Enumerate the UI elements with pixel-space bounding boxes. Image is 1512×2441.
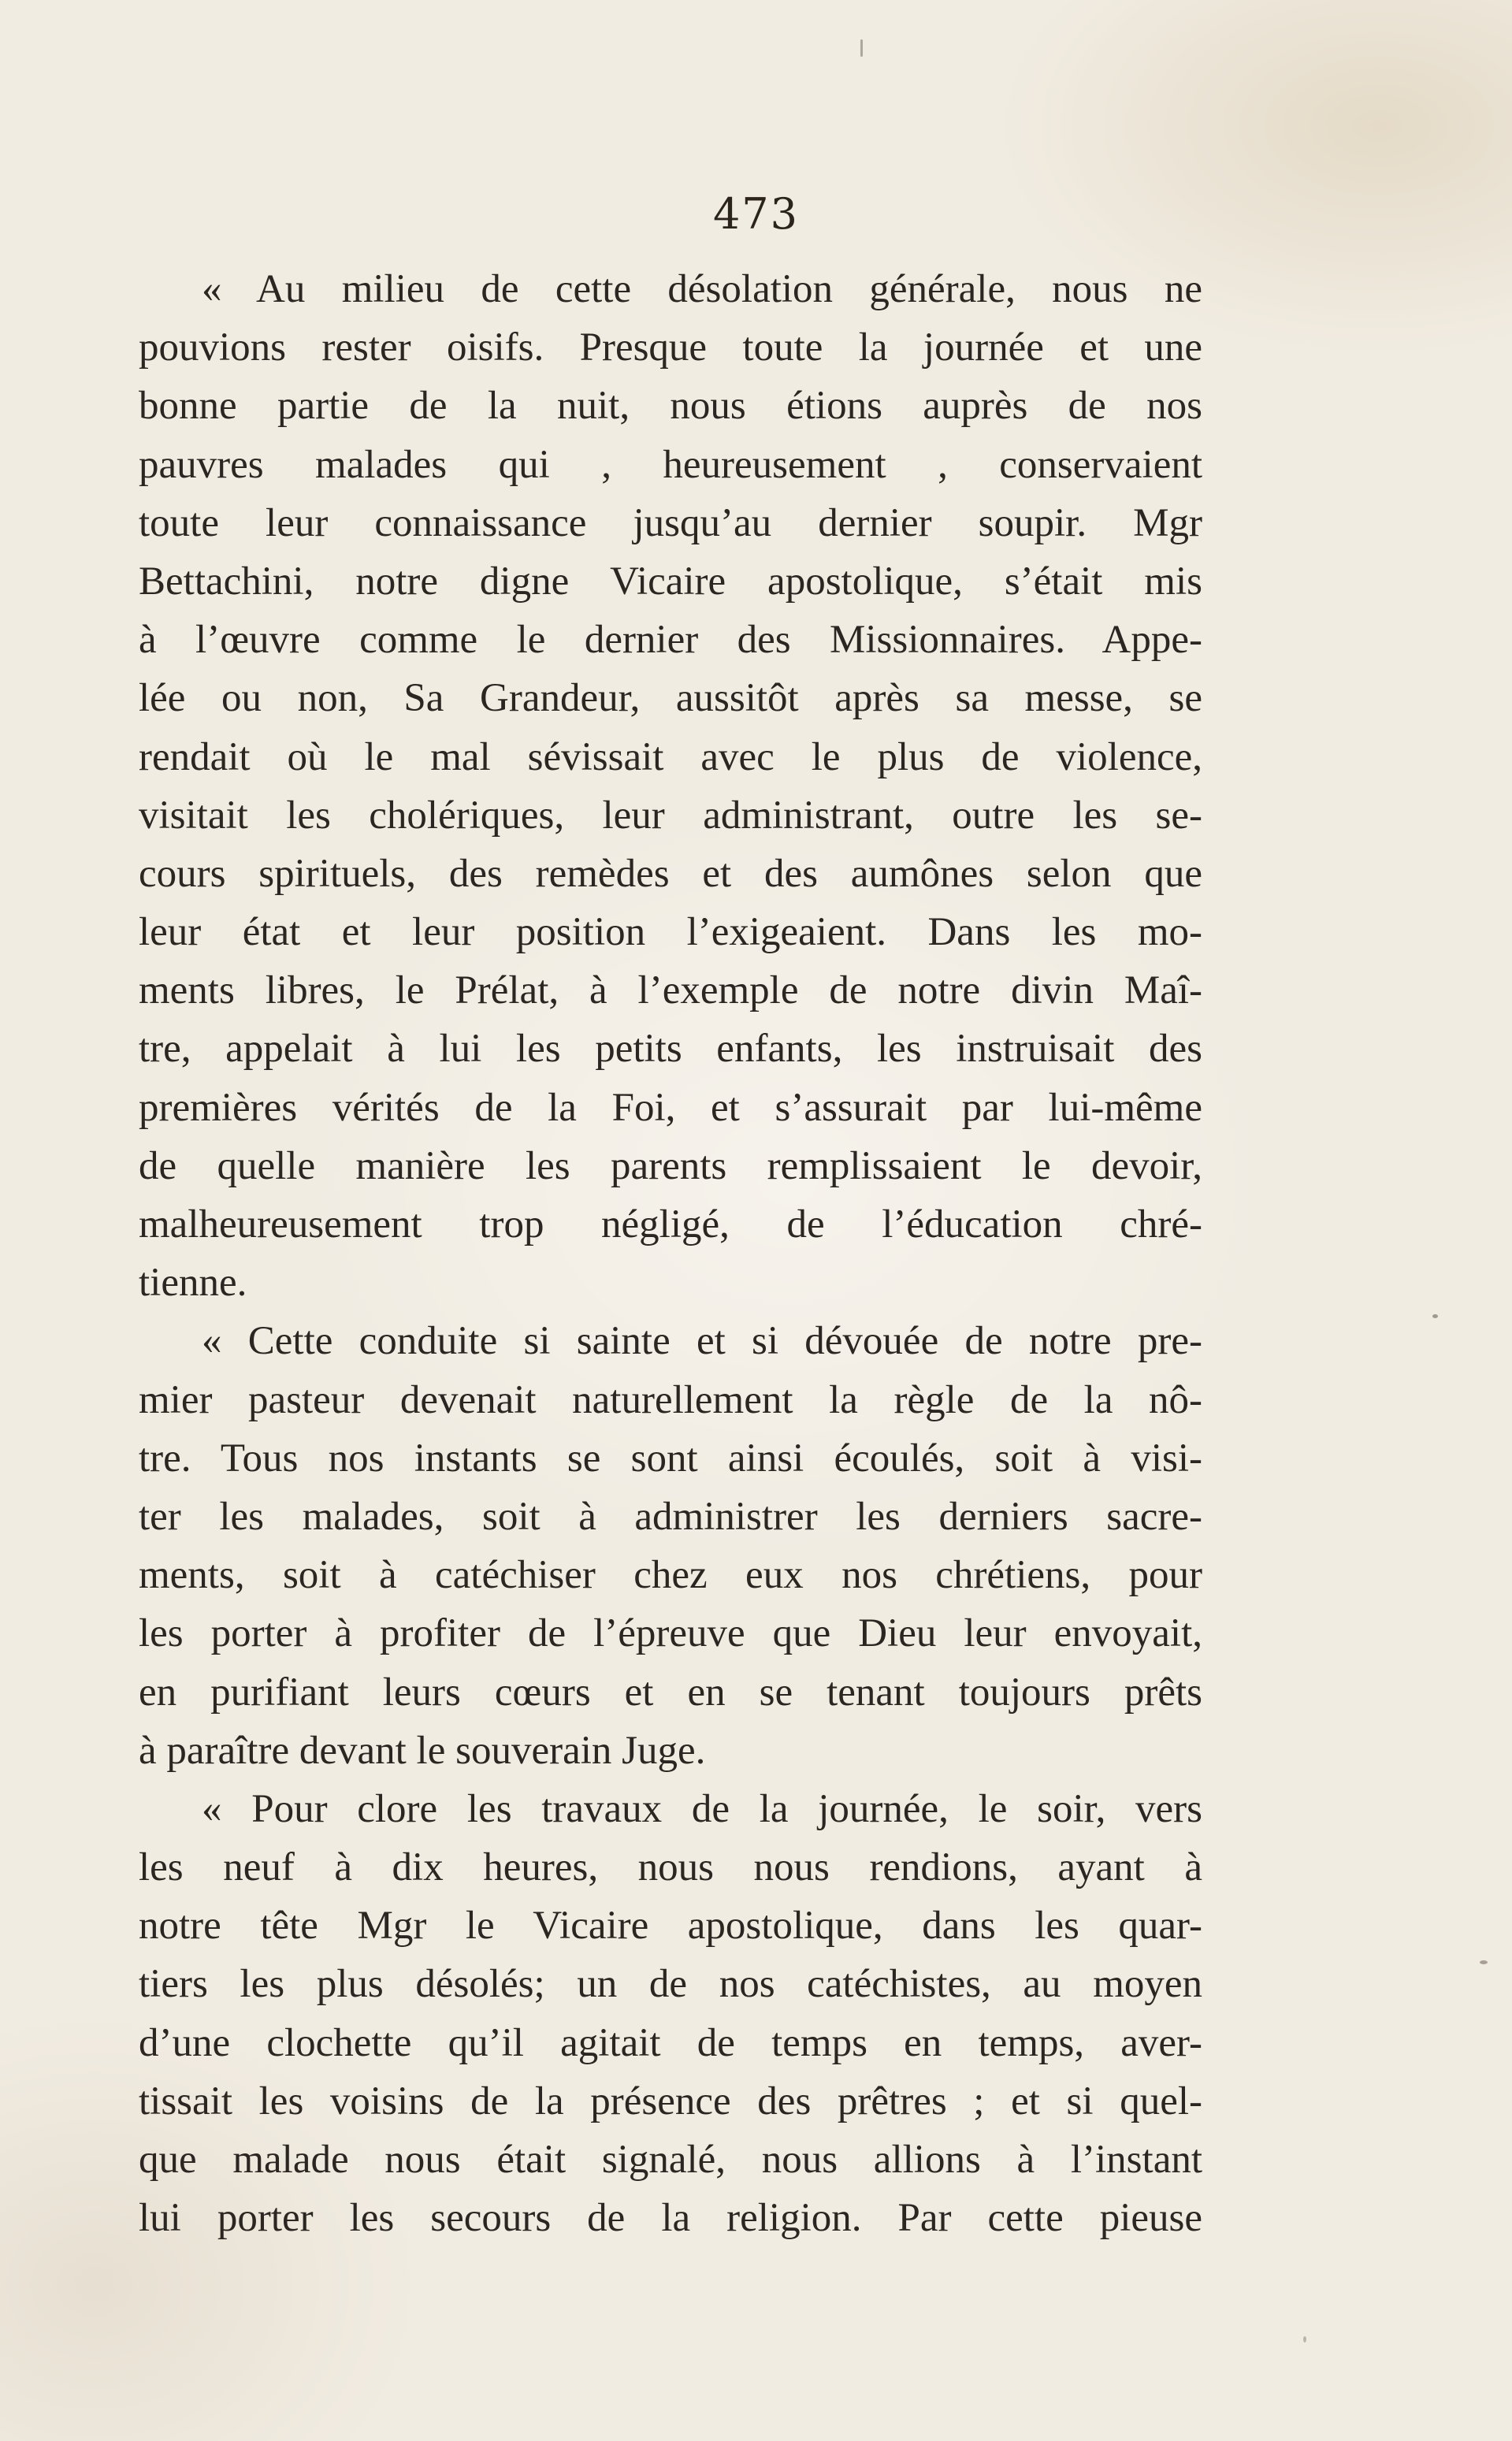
paper-speck: [1303, 2336, 1306, 2343]
text-line: à paraître devant le souverain Juge.: [139, 1728, 706, 1773]
text-line: ments libres, le Prélat, à l’exemple de notre divin Maî-: [139, 968, 1202, 1013]
text-line: cours spirituels, des remèdes et des aumônes selon que: [139, 851, 1202, 896]
text-line: leur état et leur position l’exigeaient. Dans les mo-: [139, 910, 1202, 955]
text-line: « Pour clore les travaux de la journée, le soir, vers: [202, 1786, 1202, 1831]
text-line: lée ou non, Sa Grandeur, aussitôt après sa messe, se: [139, 676, 1202, 721]
text-line: Bettachini, notre digne Vicaire apostolique, s’était mis: [139, 559, 1202, 604]
text-line: notre tête Mgr le Vicaire apostolique, dans les quar-: [139, 1904, 1202, 1949]
text-line: lui porter les secours de la religion. Par cette pieuse: [139, 2196, 1202, 2241]
paper-speck: [1480, 1960, 1488, 1964]
text-line: pouvions rester oisifs. Presque toute la journée et une: [139, 325, 1202, 370]
text-line: tre, appelait à lui les petits enfants, les instruisait des: [139, 1027, 1202, 1072]
text-line: rendait où le mal sévissait avec le plus de violence,: [139, 734, 1202, 779]
text-line: malheureusement trop négligé, de l’éducation chré-: [139, 1202, 1202, 1247]
body-text: [139, 260, 1202, 2247]
text-line: premières vérités de la Foi, et s’assurait par lui-même: [139, 1085, 1202, 1130]
paper-speck: [860, 39, 863, 57]
paper-speck: [1432, 1314, 1438, 1318]
text-line: tissait les voisins de la présence des prêtres ; et si quel-: [139, 2079, 1202, 2123]
text-line: « Au milieu de cette désolation générale, nous ne: [202, 267, 1202, 311]
text-line: en purifiant leurs cœurs et en se tenant toujours prêts: [139, 1670, 1202, 1715]
page-number: 473: [712, 189, 800, 239]
text-line: toute leur connaissance jusqu’au dernier soupir. Mgr: [139, 500, 1202, 545]
text-line: mier pasteur devenait naturellement la règle de la nô-: [139, 1377, 1202, 1422]
text-line: pauvres malades qui , heureusement , conservaient: [139, 442, 1202, 487]
text-line: les porter à profiter de l’épreuve que Dieu leur envoyait,: [139, 1611, 1202, 1656]
text-line: tre. Tous nos instants se sont ainsi écoulés, soit à visi-: [139, 1436, 1202, 1481]
text-line: tiers les plus désolés; un de nos catéchistes, au moyen: [139, 1962, 1202, 2007]
text-line: de quelle manière les parents remplissaient le devoir,: [139, 1143, 1202, 1188]
text-line: que malade nous était signalé, nous allions à l’instant: [139, 2138, 1202, 2182]
text-line: d’une clochette qu’il agitait de temps en temps, aver-: [139, 2020, 1202, 2065]
text-line: tienne.: [139, 1261, 247, 1306]
text-line: bonne partie de la nuit, nous étions auprès de nos: [139, 384, 1202, 429]
text-line: « Cette conduite si sainte et si dévouée de notre pre-: [202, 1319, 1202, 1364]
text-line: les neuf à dix heures, nous nous rendions, ayant à: [139, 1845, 1202, 1890]
text-line: ter les malades, soit à administrer les derniers sacre-: [139, 1494, 1202, 1539]
text-line: à l’œuvre comme le dernier des Missionnaires. Appe-: [139, 618, 1202, 663]
text-line: visitait les cholériques, leur administrant, outre les se-: [139, 793, 1202, 838]
text-line: ments, soit à catéchiser chez eux nos chrétiens, pour: [139, 1553, 1202, 1598]
